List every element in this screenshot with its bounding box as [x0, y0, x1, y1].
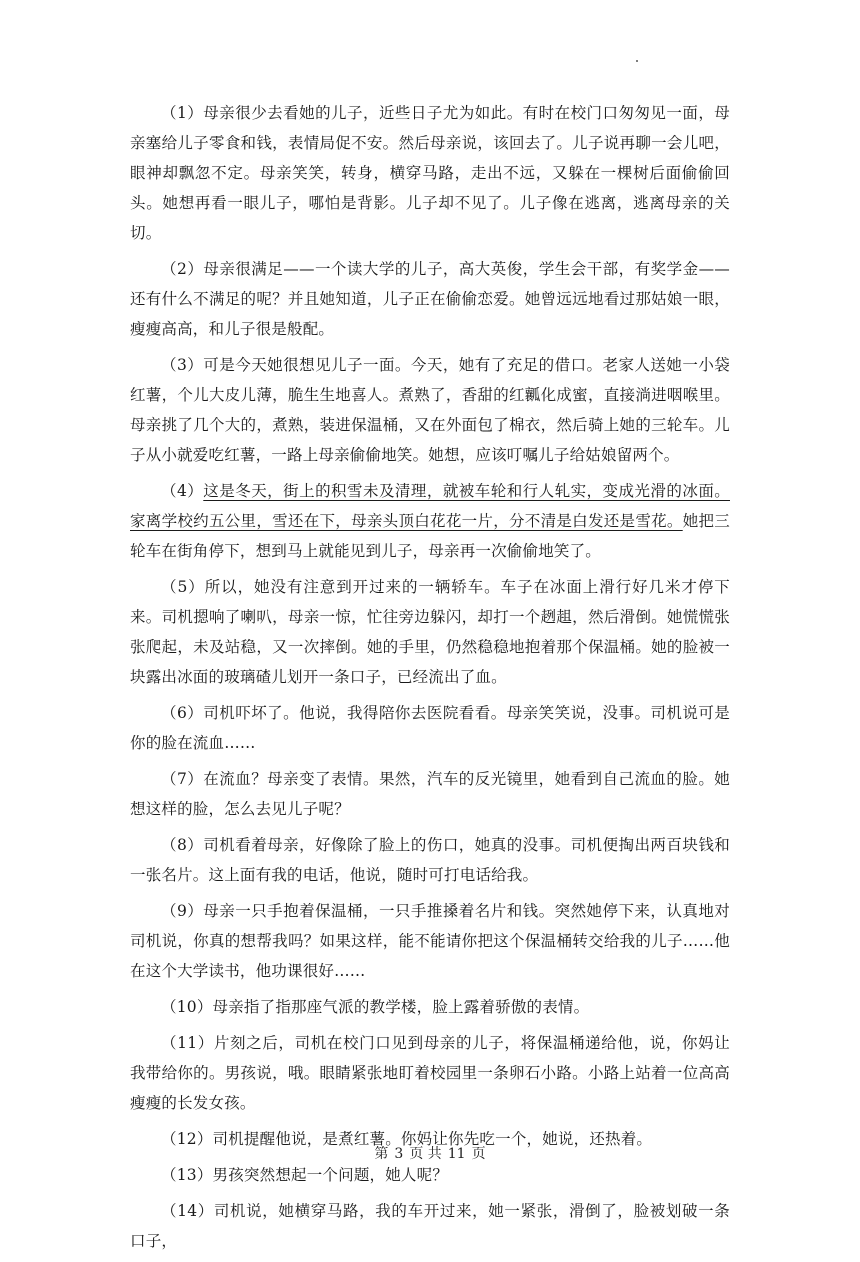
footer-suffix: 页 [471, 1146, 486, 1162]
paragraph-8: （8）司机看着母亲，好像除了脸上的伤口，她真的没事。司机便掏出两百块钱和一张名片。这上面有我的电话，他说，随时可打电话给我。 [130, 836, 730, 884]
paragraph-7: （7）在流血？母亲变了表情。果然，汽车的反光镜里，她看到自己流血的脸。她想这样的脸，怎么去见儿子呢？ [130, 770, 730, 818]
paragraph-4: （4）这是冬天，街上的积雪未及清理，就被车轮和行人轧实，变成光滑的冰面。家离学校约五公里，雪还在下，母亲头顶白花花一片，分不清是白发还是雪花。她把三轮车在街角停下，想到马上就能见到儿子，母亲再一次偷偷地笑了。 [130, 482, 730, 560]
footer-prefix: 第 [374, 1146, 389, 1162]
paragraph-3: （3）可是今天她很想见儿子一面。今天，她有了充足的借口。老家人送她一小袋红薯，个儿大皮儿薄，脆生生地喜人。煮熟了，香甜的红瓤化成蜜，直接淌进咽喉里。母亲挑了几个大的，煮熟，装进保温桶，又在外面包了棉衣，然后骑上她的三轮车。儿子从小就爱吃红薯，一路上母亲偷偷地笑。她想，应该叮嘱儿子给姑娘留两个。 [130, 356, 730, 464]
paragraph-5: （5）所以，她没有注意到开过来的一辆轿车。车子在冰面上滑行好几米才停下来。司机摁响了喇叭，母亲一惊，忙往旁边躲闪，却打一个趔趄，然后滑倒。她慌慌张张爬起，未及站稳，又一次摔倒。她的手里，仍然稳稳地抱着那个保温桶。她的脸被一块露出冰面的玻璃碴儿划开一条口子，已经流出了血。 [130, 578, 730, 686]
paragraph-13: （13）男孩突然想起一个问题，她人呢？ [161, 1166, 449, 1184]
paragraph-11: （11）片刻之后，司机在校门口见到母亲的儿子，将保温桶递给他，说，你妈让我带给你的。男孩说，哦。眼睛紧张地盯着校园里一条卵石小路。小路上站着一位高高瘦瘦的长发女孩。 [130, 1034, 730, 1112]
paragraph-2: （2）母亲很满足——一个读大学的儿子，高大英俊，学生会干部，有奖学金——还有什么不满足的呢？并且她知道，儿子正在偷偷恋爱。她曾远远地看过那姑娘一眼，瘦瘦高高，和儿子很是般配。 [130, 260, 730, 338]
underlined-sentence: 这是冬天，街上的积雪未及清理，就被车轮和行人轧实，变成光滑的冰面。家离学校约五公里，雪还在下，母亲头顶白花花一片，分不清是白发还是雪花。 [130, 482, 730, 530]
paragraph-6: （6）司机吓坏了。他说，我得陪你去医院看看。母亲笑笑说，没事。司机说可是你的脸在流血…… [130, 704, 730, 752]
paragraph-14: （14）司机说，她横穿马路，我的车开过来，她一紧张，滑倒了，脸被划破一条口子， [130, 1202, 730, 1250]
footer-total-pages: 11 [447, 1146, 466, 1162]
scan-dot [636, 60, 638, 62]
paragraph-9: （9）母亲一只手抱着保温桶，一只手推搡着名片和钱。突然她停下来，认真地对司机说，你真的想帮我吗？如果这样，能不能请你把这个保温桶转交给我的儿子……他在这个大学读书，他功课很好…… [130, 902, 730, 980]
footer-mid: 页 共 [409, 1146, 442, 1162]
paragraph-1: （1）母亲很少去看她的儿子，近些日子尤为如此。有时在校门口匆匆见一面，母亲塞给儿子零食和钱，表情局促不安。然后母亲说，该回去了。儿子说再聊一会儿吧，眼神却飘忽不定。母亲笑笑，转身，横穿马路，走出不远，又躲在一棵树后面偷偷回头。她想再看一眼儿子，哪怕是背影。儿子却不见了。儿子像在逃离，逃离母亲的关切。 [130, 104, 730, 242]
paragraph-10: （10）母亲指了指那座气派的教学楼，脸上露着骄傲的表情。 [161, 998, 590, 1016]
page-footer [0, 1143, 860, 1163]
paragraph-12: （12）司机提醒他说，是煮红薯。你妈让你先吃一个，她说，还热着。 [161, 1130, 653, 1148]
article-body [130, 98, 730, 1262]
footer-page-number: 3 [394, 1146, 404, 1162]
